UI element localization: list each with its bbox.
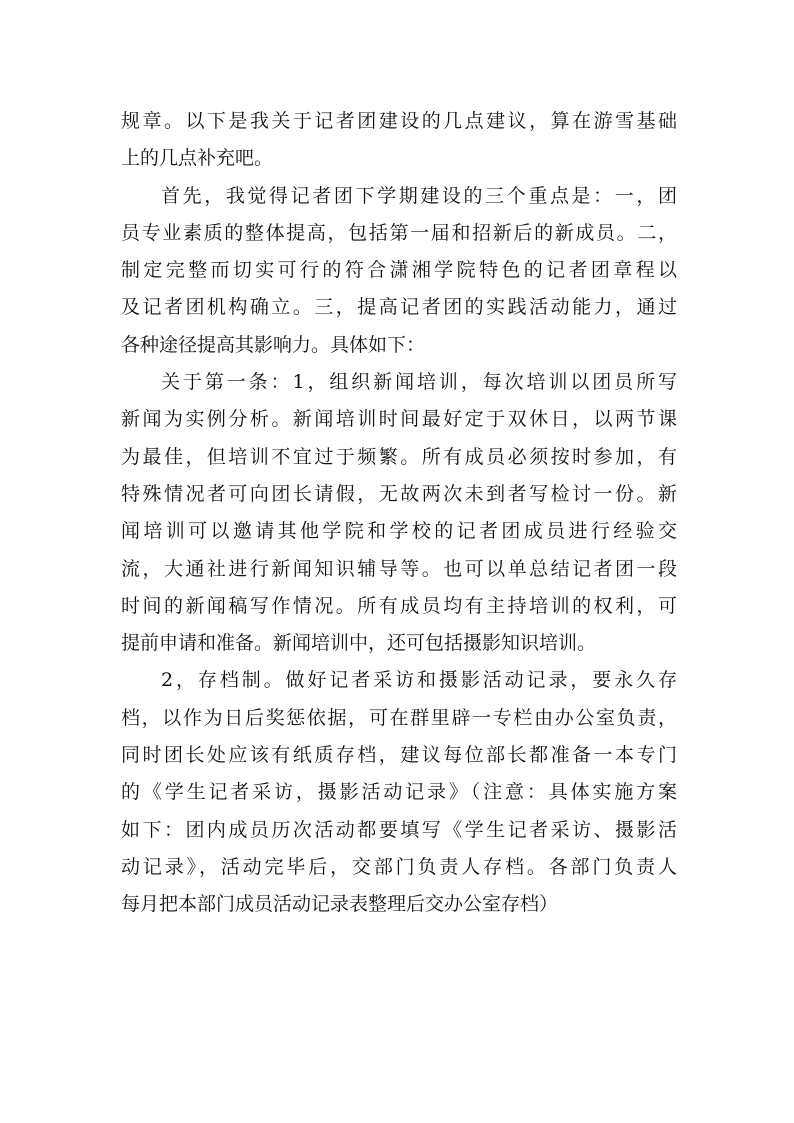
text-line: 每月把本部门成员活动记录表整理后交办公室存档） <box>121 893 559 916</box>
text-line: 动记录》，活动完毕后，交部门负责人存档。各部门负责人 <box>121 855 677 878</box>
text-line: 制定完整而切实可行的符合潇湘学院特色的记者团章程以 <box>121 259 677 282</box>
text-line: 同时团长处应该有纸质存档，建议每位部长都准备一本专门 <box>121 744 677 767</box>
text-line: 提前申请和准备。新闻培训中，还可包括摄影知识培训。 <box>121 632 597 655</box>
text-line: 上的几点补充吧。 <box>121 147 274 170</box>
text-line: 2，存档制。做好记者采访和摄影活动记录，要永久存 <box>161 669 677 692</box>
text-line: 为最佳，但培训不宜过于频繁。所有成员必须按时参加，有 <box>121 445 677 468</box>
text-line: 流，大通社进行新闻知识辅导等。也可以单总结记者团一段 <box>121 557 677 580</box>
text-line: 如下：团内成员历次活动都要填写《学生记者采访、摄影活 <box>121 818 677 841</box>
text-line: 档，以作为日后奖惩依据，可在群里辟一专栏由办公室负责， <box>121 706 677 729</box>
text-line: 闻培训可以邀请其他学院和学校的记者团成员进行经验交 <box>121 520 677 543</box>
text-line: 的《学生记者采访，摄影活动记录》（注意：具体实施方案 <box>121 781 677 804</box>
text-line: 关于第一条：1，组织新闻培训，每次培训以团员所写 <box>161 371 677 394</box>
text-line: 员专业素质的整体提高，包括第一届和招新后的新成员。二， <box>121 221 677 244</box>
text-line: 首先，我觉得记者团下学期建设的三个重点是：一，团 <box>161 184 677 207</box>
text-line: 规章。以下是我关于记者团建设的几点建议，算在游雪基础 <box>121 110 677 132</box>
text-line: 及记者团机构确立。三，提高记者团的实践活动能力，通过 <box>121 296 677 319</box>
text-line: 新闻为实例分析。新闻培训时间最好定于双休日，以两节课 <box>121 408 677 431</box>
text-line: 时间的新闻稿写作情况。所有成员均有主持培训的权利，可 <box>121 594 677 617</box>
document-body <box>121 103 677 924</box>
text-line: 特殊情况者可向团长请假，无故两次未到者写检讨一份。新 <box>121 482 677 505</box>
text-line: 各种途径提高其影响力。具体如下： <box>121 333 426 356</box>
